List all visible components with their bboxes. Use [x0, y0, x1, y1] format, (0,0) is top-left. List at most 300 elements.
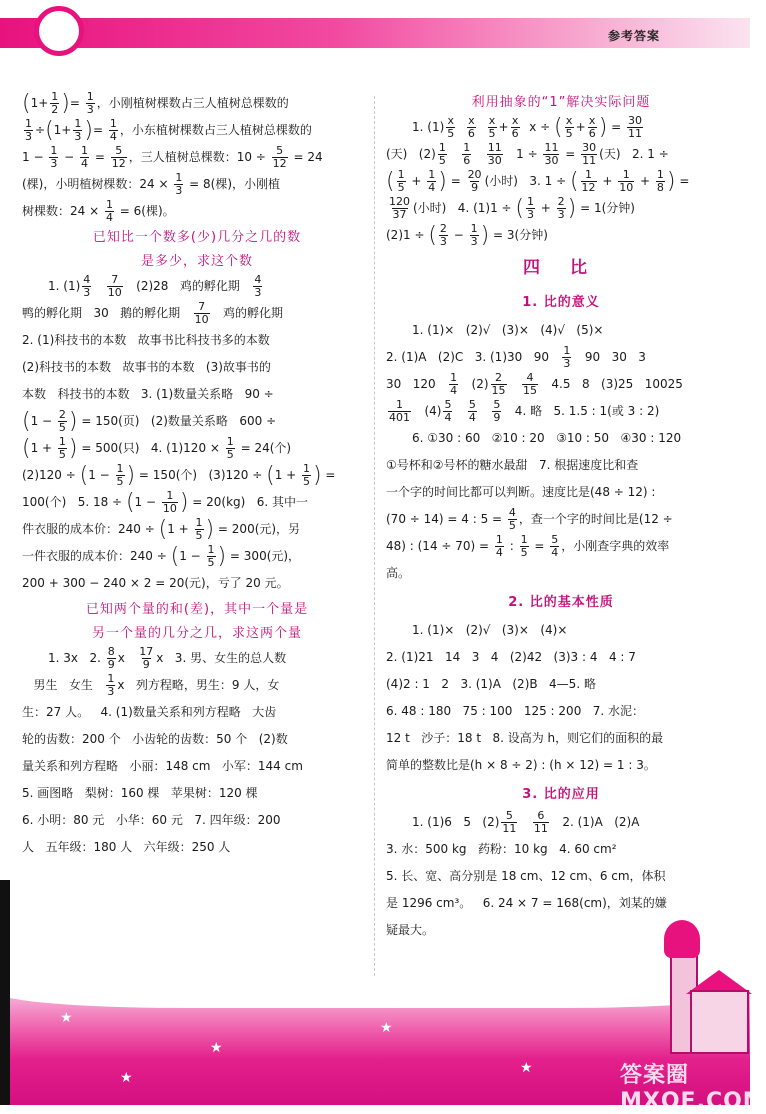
- numerator: 20: [467, 168, 482, 181]
- text-run: ÷: [35, 123, 46, 137]
- paren: ): [68, 435, 78, 461]
- fraction: [438, 142, 447, 167]
- denominator: 5: [58, 448, 66, 461]
- paren: (: [428, 222, 437, 248]
- paren: (: [22, 435, 31, 461]
- fraction: [487, 142, 503, 167]
- fraction: [107, 646, 116, 671]
- answer-line: [386, 506, 736, 533]
- text-run: =: [69, 96, 84, 110]
- fraction: [508, 507, 517, 532]
- text-run: (4): [413, 404, 442, 418]
- numerator: 1: [226, 435, 234, 448]
- paren: ): [68, 408, 78, 434]
- fraction: [488, 115, 497, 140]
- denominator: 12: [581, 181, 596, 194]
- text-run: 90 30 3: [573, 350, 646, 364]
- text-run: 1 +: [30, 441, 56, 455]
- fraction: [24, 118, 33, 143]
- denominator: 3: [50, 157, 58, 170]
- text-run: 48) : (14 ÷ 70) =: [386, 539, 493, 553]
- fraction: [533, 810, 549, 835]
- text-run: [478, 120, 486, 135]
- text-run: 鸡的孵化期: [211, 306, 284, 320]
- text-run: (2)120 ÷: [22, 468, 80, 482]
- numerator: 1: [303, 462, 311, 475]
- fraction: [495, 534, 504, 559]
- fraction: [162, 490, 178, 515]
- text-run: =: [561, 147, 580, 161]
- text-run: 1. (1): [412, 120, 445, 134]
- numerator: 5: [276, 144, 284, 157]
- numerator: x: [488, 114, 496, 127]
- watermark: 答案圈 MXQE.COM: [620, 1063, 766, 1114]
- fraction: [439, 223, 448, 248]
- section-heading: [22, 597, 372, 621]
- fraction: [526, 196, 535, 221]
- answer-line: [22, 300, 372, 327]
- paren: ): [126, 462, 136, 488]
- fraction: [106, 673, 115, 698]
- numerator: 1: [207, 543, 215, 556]
- answer-line: [386, 222, 736, 249]
- text-run: ，查一个字的时间比是(12 ÷: [518, 512, 673, 526]
- text-run: = 8(棵)，小刚植: [185, 177, 281, 191]
- header-circle-ornament: [34, 6, 84, 56]
- numerator: x: [468, 114, 475, 127]
- section-heading: [386, 779, 736, 809]
- text-run: (4)2 : 1 2 3. (1)A (2)B 4—5. 略: [386, 677, 596, 691]
- fraction: [543, 142, 559, 167]
- answer-line: [386, 371, 736, 398]
- denominator: 10: [619, 181, 634, 194]
- answer-line: [386, 344, 736, 371]
- text-run: = 3(分钟): [489, 228, 548, 242]
- denominator: 4: [495, 546, 503, 559]
- fraction: [195, 517, 204, 542]
- answer-line: [386, 425, 736, 452]
- text-run: ①号杯和②号杯的糖水最甜 7. 根据速度比和查: [386, 458, 639, 472]
- text-run: [479, 404, 490, 419]
- paren: (: [79, 462, 89, 488]
- answer-line: [22, 543, 372, 570]
- denominator: 6: [463, 154, 471, 167]
- text-run: [519, 815, 530, 830]
- numerator: 5: [468, 398, 476, 411]
- denominator: 10: [162, 502, 177, 515]
- numerator: 1: [195, 516, 203, 529]
- denominator: 5: [303, 475, 311, 488]
- text-run: = 6(棵)。: [115, 204, 175, 218]
- fraction: [253, 274, 262, 299]
- fraction: [467, 169, 483, 194]
- fraction: [388, 196, 411, 221]
- numerator: 17: [139, 645, 154, 658]
- numerator: 1: [520, 533, 528, 546]
- text-run: (小时) 3. 1 ÷: [484, 174, 570, 188]
- paren: (: [45, 117, 54, 143]
- numerator: 1: [51, 90, 59, 103]
- star-icon: ★: [520, 1060, 533, 1076]
- text-run: 量关系和列方程略 小丽：148 cm 小军：144 cm: [22, 759, 303, 773]
- numerator: 30: [582, 141, 597, 154]
- denominator: 3: [470, 235, 478, 248]
- text-run: [449, 147, 460, 162]
- text-run: =: [607, 120, 625, 134]
- fraction: [138, 646, 154, 671]
- numerator: 7: [198, 300, 206, 313]
- fraction: [491, 372, 507, 397]
- answer-line: [22, 198, 372, 225]
- numerator: 1: [25, 117, 32, 130]
- fraction: [194, 301, 210, 326]
- paren: (: [22, 408, 31, 434]
- text-run: =: [92, 123, 107, 137]
- header-title: 参考答案: [608, 29, 661, 43]
- fraction: [226, 436, 235, 461]
- text-run: = 300(元)，: [226, 549, 301, 563]
- text-run: 2. (1)科技书的本数 故事书比科技书多的本数: [22, 333, 270, 347]
- paren: ): [61, 90, 70, 116]
- paren: (: [266, 462, 275, 488]
- answer-line: [386, 168, 736, 195]
- denominator: 3: [86, 103, 94, 116]
- paren: (: [554, 114, 563, 140]
- text-run: (天) (2): [386, 147, 436, 161]
- text-run: =: [91, 150, 109, 164]
- answer-line: [22, 462, 372, 489]
- denominator: 5: [226, 448, 234, 461]
- text-run: 生：27 人。 4. (1)数量关系和列方程略 大齿: [22, 705, 277, 719]
- text-run: (2)28 鸡的孵化期: [124, 279, 252, 293]
- numerator: 1: [58, 435, 66, 448]
- text-run: +: [575, 120, 586, 134]
- denominator: 4: [551, 546, 559, 559]
- denominator: 15: [522, 384, 537, 397]
- numerator: 1: [495, 533, 503, 546]
- paren: ): [567, 195, 577, 221]
- fraction: [427, 169, 436, 194]
- denominator: 10: [107, 286, 122, 299]
- text-run: 已知比一个数多(少)几分之几的数: [92, 229, 302, 245]
- answer-line: [22, 672, 372, 699]
- text-run: 鸭的孵化期 30 鹅的孵化期: [22, 306, 192, 320]
- fraction: [207, 544, 216, 569]
- fraction: [511, 115, 520, 140]
- answer-line: [22, 327, 372, 354]
- numerator: 1: [463, 141, 471, 154]
- text-run: (小时) 4. (1)1 ÷: [413, 201, 516, 215]
- paren: ): [598, 114, 608, 140]
- denominator: 5: [397, 181, 405, 194]
- text-run: 1 +: [167, 522, 193, 536]
- star-icon: ★: [210, 1040, 223, 1056]
- numerator: 1: [396, 398, 403, 411]
- denominator: 4: [428, 181, 436, 194]
- denominator: 12: [272, 157, 287, 170]
- answer-line: [22, 273, 372, 300]
- answer-line: [22, 834, 372, 861]
- text-run: = 150(个) (3)120 ÷: [135, 468, 267, 482]
- denominator: 3: [563, 357, 571, 370]
- text-run: 一件衣服的成本价：240 ÷: [22, 549, 171, 563]
- numerator: 1: [563, 344, 571, 357]
- denominator: 5: [207, 556, 215, 569]
- denominator: 5: [447, 127, 455, 140]
- numerator: 4: [83, 273, 91, 286]
- denominator: 5: [488, 127, 496, 140]
- denominator: 4: [109, 130, 117, 143]
- denominator: 3: [175, 184, 183, 197]
- text-run: 树棵数：24 ×: [22, 204, 103, 218]
- answer-line: [386, 560, 736, 587]
- answer-line: [22, 435, 372, 462]
- fraction: [627, 115, 643, 140]
- fraction: [557, 196, 566, 221]
- text-run: 1 ÷: [504, 147, 542, 161]
- text-run: +: [498, 120, 509, 134]
- numerator: 1: [50, 144, 58, 157]
- denominator: 3: [107, 685, 115, 698]
- numerator: 1: [116, 462, 124, 475]
- numerator: x: [565, 114, 573, 127]
- text-run: 1. (1)6 5 (2): [412, 815, 500, 829]
- fraction: [618, 169, 634, 194]
- text-run: 1 −: [22, 150, 48, 164]
- denominator: 5: [58, 421, 66, 434]
- numerator: 1: [585, 168, 593, 181]
- star-icon: ★: [120, 1070, 133, 1086]
- text-run: 一个字的时间比都可以判断。速度比是(48 ÷ 12) :: [386, 485, 656, 499]
- text-run: 5. 长、宽、高分别是 18 cm、12 cm、6 cm，体积: [386, 869, 666, 883]
- text-run: 1. (1)× (2)√ (3)× (4)×: [412, 623, 568, 637]
- denominator: 9: [471, 181, 479, 194]
- section-heading: [22, 621, 372, 645]
- text-run: = 200(元)，另: [214, 522, 301, 536]
- fraction: [49, 145, 58, 170]
- star-icon: ★: [380, 1020, 393, 1036]
- answer-line: [386, 836, 736, 863]
- fraction: [388, 399, 411, 424]
- text-run: = 24(个): [236, 441, 292, 455]
- paren: ): [666, 168, 676, 194]
- answer-line: [386, 141, 736, 168]
- numerator: 1: [428, 168, 436, 181]
- answer-line: [386, 195, 736, 222]
- section-heading: [386, 587, 736, 617]
- denominator: 6: [511, 127, 519, 140]
- denominator: 30: [544, 154, 559, 167]
- answer-line: [386, 452, 736, 479]
- numerator: 4: [526, 371, 534, 384]
- fraction: [581, 169, 597, 194]
- page-header: [0, 0, 750, 62]
- text-run: +: [536, 201, 555, 215]
- denominator: 3: [254, 286, 262, 299]
- text-run: +: [636, 174, 654, 188]
- numerator: x: [447, 114, 455, 127]
- numerator: 4: [508, 506, 516, 519]
- numerator: 11: [544, 141, 559, 154]
- star-icon: ★: [60, 1010, 73, 1026]
- text-run: ，小刚查字典的效率: [561, 539, 670, 553]
- text-run: 2. 比的基本性质: [508, 594, 614, 610]
- text-run: (棵)，小明植树棵数：24 ×: [22, 177, 173, 191]
- answer-line: [22, 354, 372, 381]
- fraction: [446, 115, 455, 140]
- text-run: [454, 404, 465, 419]
- paren: (: [22, 90, 31, 116]
- denominator: 11: [582, 154, 597, 167]
- text-run: = 1(分钟): [576, 201, 635, 215]
- denominator: 5: [195, 529, 203, 542]
- numerator: 1: [86, 90, 94, 103]
- text-run: (2)1 ÷: [386, 228, 429, 242]
- left-column: [22, 90, 372, 861]
- text-run: 1 −: [179, 549, 205, 563]
- numerator: 1: [470, 222, 478, 235]
- paren: ): [205, 516, 215, 542]
- answer-line: [386, 533, 736, 560]
- answer-line: [386, 698, 736, 725]
- denominator: 30: [487, 154, 502, 167]
- fraction: [80, 145, 89, 170]
- fraction: [397, 169, 406, 194]
- paren: (: [569, 168, 579, 194]
- numerator: 4: [254, 273, 262, 286]
- text-run: ，小东植树棵数占三人植树总棵数的: [119, 123, 312, 137]
- text-run: 1. (1)× (2)√ (3)× (4)√ (5)×: [412, 323, 604, 337]
- fraction: [107, 274, 123, 299]
- fraction: [562, 345, 571, 370]
- numerator: 5: [551, 533, 559, 546]
- paren: (: [386, 168, 395, 194]
- fraction: [449, 372, 458, 397]
- numerator: 1: [166, 489, 174, 502]
- answer-line: [22, 408, 372, 435]
- text-run: ，小刚植树棵数占三人植树总棵数的: [96, 96, 289, 110]
- text-run: 4.5 8 (3)25 10025: [539, 377, 683, 391]
- text-run: 30 120: [386, 377, 448, 391]
- answer-line: [386, 752, 736, 779]
- numerator: 5: [505, 809, 513, 822]
- paren: ): [179, 489, 189, 515]
- text-run: x 3. 男、女生的总人数: [156, 651, 287, 665]
- denominator: 3: [439, 235, 447, 248]
- denominator: 11: [502, 822, 517, 835]
- fraction: [73, 118, 82, 143]
- text-run: 另一个量的几分之几，求这两个量: [91, 625, 302, 641]
- fraction: [50, 91, 59, 116]
- denominator: 15: [491, 384, 506, 397]
- numerator: 5: [115, 144, 123, 157]
- text-run: =: [675, 174, 690, 188]
- numerator: 7: [111, 273, 119, 286]
- text-run: 1. (1): [48, 279, 81, 293]
- numerator: 1: [397, 168, 405, 181]
- numerator: 1: [438, 141, 446, 154]
- text-run: ，三人植树总棵数：10 ÷: [128, 150, 270, 164]
- text-run: 四 比: [523, 257, 599, 278]
- denominator: 9: [107, 658, 115, 671]
- numerator: 11: [487, 141, 502, 154]
- fraction: [302, 463, 311, 488]
- text-run: 本数 科技书的本数 3. (1)数量关系略 90 ÷: [22, 387, 274, 401]
- text-run: 6. 48 : 180 75 : 100 125 : 200 7. 水泥：: [386, 704, 645, 718]
- column-divider: [374, 96, 375, 976]
- numerator: 1: [107, 672, 115, 685]
- answer-line: [386, 863, 736, 890]
- denominator: 11: [533, 822, 548, 835]
- numerator: 8: [107, 645, 115, 658]
- answer-line: [22, 726, 372, 753]
- section-heading: [22, 225, 372, 249]
- answer-line: [386, 617, 736, 644]
- text-run: 1. 3x 2.: [48, 651, 105, 665]
- fraction: [550, 534, 559, 559]
- text-run: [473, 147, 484, 162]
- answer-line: [22, 489, 372, 516]
- denominator: 6: [467, 127, 475, 140]
- text-run: 是 1296 cm³。 6. 24 × 7 = 168(cm)，刘某的嫌: [386, 896, 667, 910]
- answer-line: [386, 644, 736, 671]
- denominator: 37: [392, 208, 407, 221]
- text-run: (2): [460, 377, 489, 391]
- text-run: 200 + 300 − 240 × 2 = 20(元)，亏了 20 元。: [22, 576, 289, 590]
- text-run: 5. 画图略 梨树：160 棵 苹果树：120 棵: [22, 786, 258, 800]
- text-run: 1. 比的意义: [522, 294, 600, 310]
- text-run: 3. 比的应用: [522, 786, 600, 802]
- text-run: 2. (1)21 14 3 4 (2)42 (3)3 : 4 4 : 7: [386, 650, 636, 664]
- denominator: 10: [194, 313, 209, 326]
- paren: (: [170, 543, 180, 569]
- text-run: =: [321, 468, 336, 482]
- fraction: [581, 142, 597, 167]
- text-run: −: [449, 228, 468, 242]
- fraction: [272, 145, 288, 170]
- answer-line: [22, 117, 372, 144]
- denominator: 3: [25, 130, 32, 143]
- text-run: 男生 女生: [22, 678, 105, 692]
- fraction: [111, 145, 127, 170]
- text-run: [457, 120, 465, 135]
- paren: ): [480, 222, 490, 248]
- numerator: 1: [622, 168, 630, 181]
- text-run: 12 t 沙子：18 t 8. 设高为 h，则它们的面积的最: [386, 731, 664, 745]
- text-run: 轮的齿数：200 个 小齿轮的齿数：50 个 (2)数: [22, 732, 288, 746]
- text-run: 1 −: [88, 468, 114, 482]
- paren: (: [158, 516, 168, 542]
- numerator: 1: [656, 168, 664, 181]
- answer-line: [22, 780, 372, 807]
- fraction: [443, 399, 452, 424]
- paren: ): [438, 168, 447, 194]
- fraction: [565, 115, 574, 140]
- denominator: 5: [116, 475, 124, 488]
- numerator: 1: [74, 117, 82, 130]
- denominator: 4: [444, 411, 452, 424]
- denominator: 5: [438, 154, 446, 167]
- text-run: 件衣服的成本价：240 ÷: [22, 522, 159, 536]
- text-run: x 列方程略，男生：9 人，女: [117, 678, 280, 692]
- text-run: 6. 小明：80 元 小华：60 元 7. 四年级：200: [22, 813, 281, 827]
- numerator: 2: [58, 408, 66, 421]
- answer-line: [386, 114, 736, 141]
- denominator: 4: [450, 384, 458, 397]
- numerator: 5: [444, 398, 452, 411]
- answer-line: [386, 809, 736, 836]
- answer-line: [22, 699, 372, 726]
